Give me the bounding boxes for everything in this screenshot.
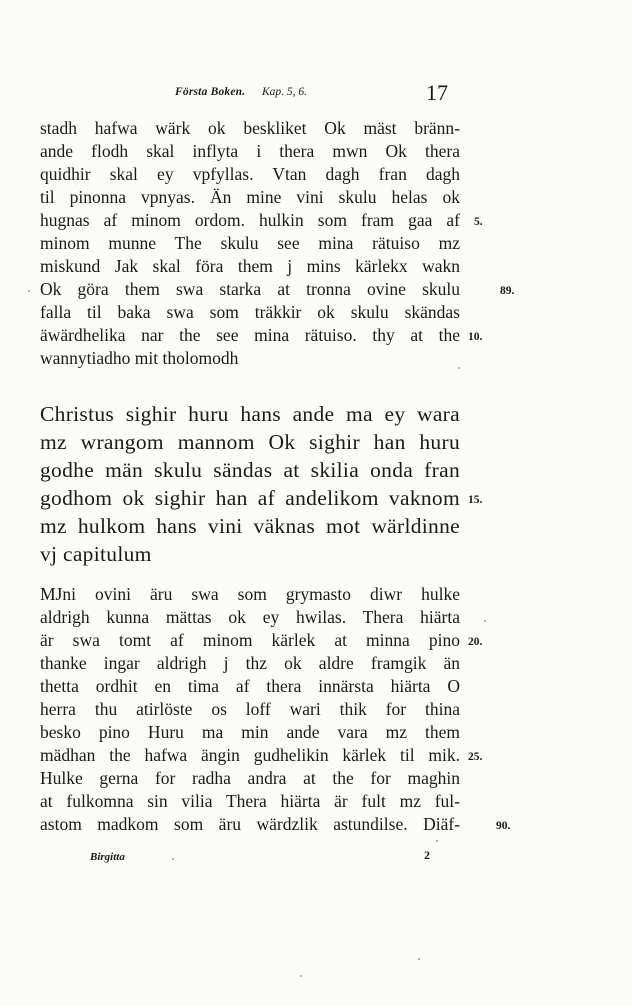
text-line: quidhir skal ey vpfyllas. Vtan dagh fran dagh [40, 164, 460, 184]
margin-line-number: 20. [468, 636, 483, 648]
text-line: til pinonna vpnyas. Än mine vini skulu helas ok [40, 187, 460, 207]
text-line: ande flodh skal inflyta i thera mwn Ok thera [40, 141, 460, 161]
heading-line: mz hulkom hans vini väknas mot wärldinne [40, 514, 460, 538]
text-line: aldrigh kunna mättas ok ey hwilas. Thera hiärta [40, 607, 460, 627]
heading-line: Christus sighir huru hans ande ma ey wara [40, 402, 460, 426]
sheet-number: 2 [424, 848, 430, 862]
margin-line-number: 15. [468, 494, 483, 506]
text-line: thetta ordhit en tima af thera innärsta hiärta O [40, 676, 460, 696]
text-line: falla til baka swa som träkkir ok skulu skändas [40, 302, 460, 322]
text-line: minom munne The skulu see mina rätuiso mz [40, 233, 460, 253]
margin-page-reference: 89. [500, 285, 515, 297]
text-line: besko pino Huru ma min ande vara mz them [40, 722, 460, 742]
printer-signature: Birgitta [90, 851, 125, 863]
heading-line: vj capitulum [40, 542, 152, 566]
heading-line: mz wrangom mannom Ok sighir han huru [40, 430, 460, 454]
heading-line: godhe män skulu sändas at skilia onda fran [40, 458, 460, 482]
text-line: MJni ovini äru swa som grymasto diwr hulke [40, 584, 460, 604]
page-number: 17 [426, 80, 448, 105]
running-title: Första Boken. [175, 86, 246, 98]
text-line: Hulke gerna for radha andra at the for maghin [40, 768, 460, 788]
text-line: stadh hafwa wärk ok beskliket Ok mäst bränn- [40, 118, 460, 138]
margin-page-reference: 90. [496, 820, 511, 832]
text-line: thanke ingar aldrigh j thz ok aldre framgik än [40, 653, 460, 673]
text-line: miskund Jak skal föra them j mins kärlekx wakn [40, 256, 460, 276]
margin-line-number: 25. [468, 751, 483, 763]
text-line: äwärdhelika nar the see mina rätuiso. thy at the [40, 325, 460, 345]
heading-line: godhom ok sighir han af andelikom vaknom [40, 486, 460, 510]
text-line: hugnas af minom ordom. hulkin som fram gaa af [40, 210, 460, 230]
text-line: mädhan the hafwa ängin gudhelikin kärlek til mik. [40, 745, 460, 765]
text-line: herra thu atirlöste os loff wari thik for thina [40, 699, 460, 719]
margin-line-number: 10. [468, 331, 483, 343]
text-line: Ok göra them swa starka at tronna ovine skulu [40, 279, 460, 299]
chapter-reference: Kap. 5, 6. [262, 86, 308, 98]
margin-line-number: 5. [474, 216, 483, 228]
text-line: är swa tomt af minom kärlek at minna pino [40, 630, 460, 650]
text-line: wannytiadho mit tholomodh [40, 348, 239, 368]
text-line: at fulkomna sin vilia Thera hiärta är fult mz ful- [40, 791, 460, 811]
text-line: astom madkom som äru wärdzlik astundilse. Diäf- [40, 814, 460, 834]
running-header [0, 82, 632, 112]
